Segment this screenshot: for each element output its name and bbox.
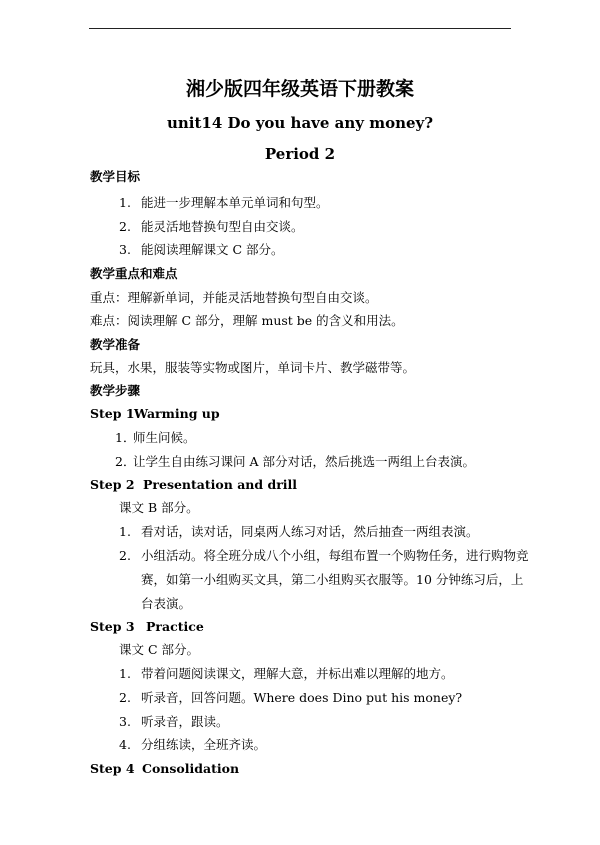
step-1-item-2-number: 2． <box>115 454 136 469</box>
step-3-item-3-text: 听录音，跟读。 <box>141 714 229 729</box>
document-title: 湘少版四年级英语下册教案 <box>185 78 414 100</box>
goal-1-number: 1. <box>119 195 131 210</box>
step-3-title: Practice <box>146 619 204 634</box>
header-rule <box>89 28 511 29</box>
prep-text: 玩具，水果，服装等实物或图片，单词卡片、教学磁带等。 <box>90 360 416 375</box>
step-3-item-2-number: 2. <box>119 690 131 705</box>
period-title: Period 2 <box>264 145 336 163</box>
step-3-item-1-number: 1. <box>119 666 131 681</box>
step-2-label: Step 2 <box>90 477 135 492</box>
step-3-item-4-number: 4. <box>119 737 131 752</box>
step-1-label: Step 1 <box>90 406 135 421</box>
step-2-item-1-text: 看对话，读对话，同桌两人练习对话，然后抽查一两组表演。 <box>141 524 479 539</box>
step-2-item-1-number: 1. <box>119 524 131 539</box>
keys-heading: 教学重点和难点 <box>90 266 178 281</box>
step-2-item-2-line-3: 台表演。 <box>141 596 192 611</box>
step-2-item-2-number: 2. <box>119 548 131 563</box>
step-2-item-2-line-1: 小组活动。将全班分成八个小组，每组布置一个购物任务，进行购物竞 <box>141 548 529 563</box>
step-2-item-2-line-2: 赛，如第一小组购买文具，第二小组购买衣服等。10 分钟练习后，上 <box>141 572 524 587</box>
difficult-point: 难点：阅读理解 C 部分，理解 must be 的含义和用法。 <box>90 313 404 328</box>
step-2-intro: 课文 B 部分。 <box>119 500 199 515</box>
prep-heading: 教学准备 <box>90 337 141 352</box>
step-3-item-1-text: 带着问题阅读课文，理解大意，并标出难以理解的地方。 <box>141 666 454 681</box>
goal-3-text: 能阅读理解课文 C 部分。 <box>141 242 284 257</box>
step-1-title: Warming up <box>134 406 220 421</box>
goal-3-number: 3. <box>119 242 131 257</box>
key-point: 重点：理解新单词，并能灵活地替换句型自由交谈。 <box>90 290 378 305</box>
step-3-item-3-number: 3. <box>119 714 131 729</box>
unit-title: unit14 Do you have any money? <box>166 114 434 132</box>
step-3-item-2-text: 听录音，回答问题。Where does Dino put his money? <box>141 690 463 705</box>
goals-heading: 教学目标 <box>90 169 141 184</box>
step-4-label: Step 4 <box>90 761 135 776</box>
step-1-item-2-text: 让学生自由练习课问 A 部分对话，然后挑选一两组上台表演。 <box>133 454 475 469</box>
goal-2-text: 能灵活地替换句型自由交谈。 <box>141 219 304 234</box>
step-3-intro: 课文 C 部分。 <box>119 642 200 657</box>
step-1-item-1-text: 师生问候。 <box>133 430 196 445</box>
step-1-item-1-number: 1． <box>115 430 136 445</box>
step-3-label: Step 3 <box>90 619 135 634</box>
steps-heading: 教学步骤 <box>90 383 141 398</box>
goal-1-text: 能进一步理解本单元单词和句型。 <box>141 195 329 210</box>
step-2-title: Presentation and drill <box>143 477 298 492</box>
step-3-item-4-text: 分组练读，全班齐读。 <box>141 737 267 752</box>
step-4-title: Consolidation <box>142 761 240 776</box>
goal-2-number: 2. <box>119 219 131 234</box>
